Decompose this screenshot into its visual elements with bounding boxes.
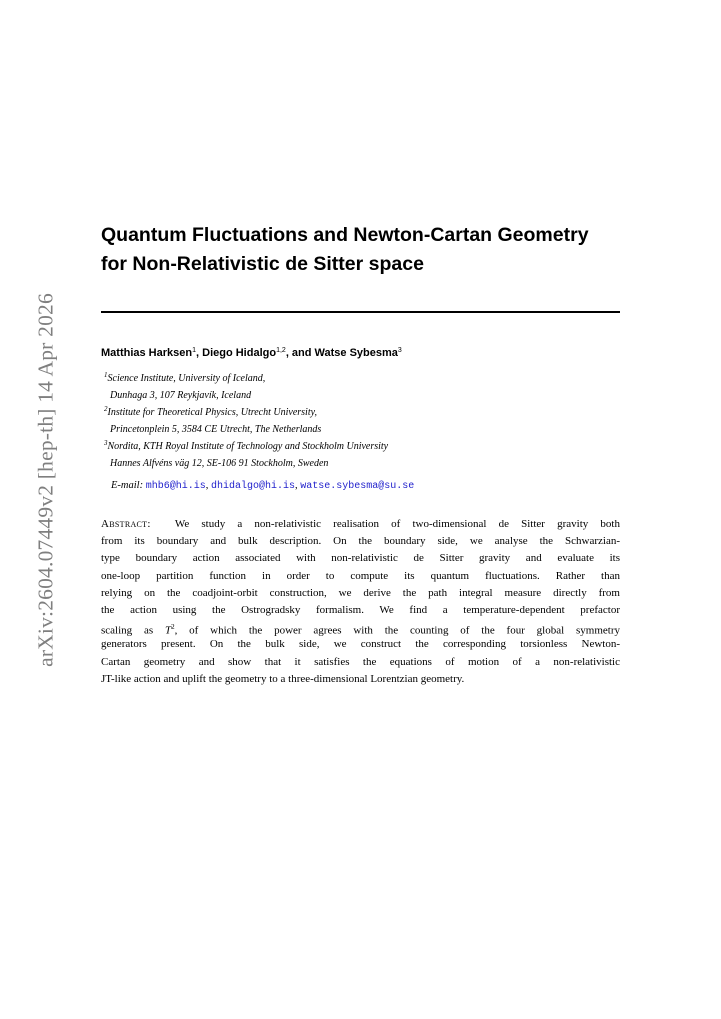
- title-divider: [101, 311, 620, 313]
- affiliation-1: $^1$Science Institute, University of Iceland, Dunhaga 3, 107 Reykjavík, Iceland: [104, 371, 266, 401]
- affiliation-3: $^3$Nordita, KTH Royal Institute of Technology and Stockholm University Hannes Alfvéns väg 12, SE-106 91 Stockholm, Sweden: [104, 439, 389, 469]
- author-name: Matthias Harksen: [101, 347, 193, 359]
- author-affiliation-mark: 3: [397, 347, 402, 354]
- author-affiliation-mark: 1,2: [276, 347, 286, 354]
- abstract: Abstract: We study a non-relativistic realisation of two-dimensional de Sitter gravity both from its boundary and bulk description. On the boundary side, we analyse the Schwarzian- type boundary action associated with non-relativistic de Sitter gravity and evaluate its one-loop partition function in order to compute its quantum fluctuations. Rather than relying on the coadjoint-orbit construction, we derive the path integral measure directly from the action using the Ostrogradsky formalism. We find a temperature-dependent prefactor scaling as $T^2$, of which the power agrees with the counting of the four global symmetry generators present. On the bulk side, we construct the corresponding torsionless Newton- Cartan geometry and show that it satisfies the equations of motion of a non-relativistic JT-like action and uplift the geometry to a three-dimensional Lorentzian geometry.: [101, 518, 620, 685]
- author-affiliation-mark: 1: [192, 347, 196, 354]
- email-link[interactable]: watse.sybesma@su.se: [300, 481, 415, 492]
- email-line: E-mail: mhb6@hi.is, dhidalgo@hi.is, watse.sybesma@su.se: [111, 480, 415, 492]
- paper-title: [101, 221, 641, 279]
- title-line: for Non-Relativistic de Sitter space: [101, 253, 424, 275]
- abstract-heading: Abstract:: [101, 518, 151, 530]
- arxiv-identifier: arXiv:2604.07449v2 [hep-th] 14 Apr 2026: [33, 293, 58, 667]
- author-name: Watse Sybesma: [314, 347, 398, 359]
- email-label: E-mail:: [111, 480, 144, 491]
- affiliation-2: $^2$Institute for Theoretical Physics, Utrecht University, Princetonplein 5, 3584 CE Utrecht, The Netherlands: [104, 405, 322, 435]
- title-line: Quantum Fluctuations and Newton-Cartan Geometry: [101, 224, 589, 246]
- email-link[interactable]: dhidalgo@hi.is: [210, 481, 295, 492]
- author-list: Matthias Harksen$^1$, Diego Hidalgo$^{1,2}$, and Watse Sybesma$^3$: [101, 347, 402, 359]
- email-link[interactable]: mhb6@hi.is: [145, 481, 206, 492]
- author-name: Diego Hidalgo: [202, 347, 277, 359]
